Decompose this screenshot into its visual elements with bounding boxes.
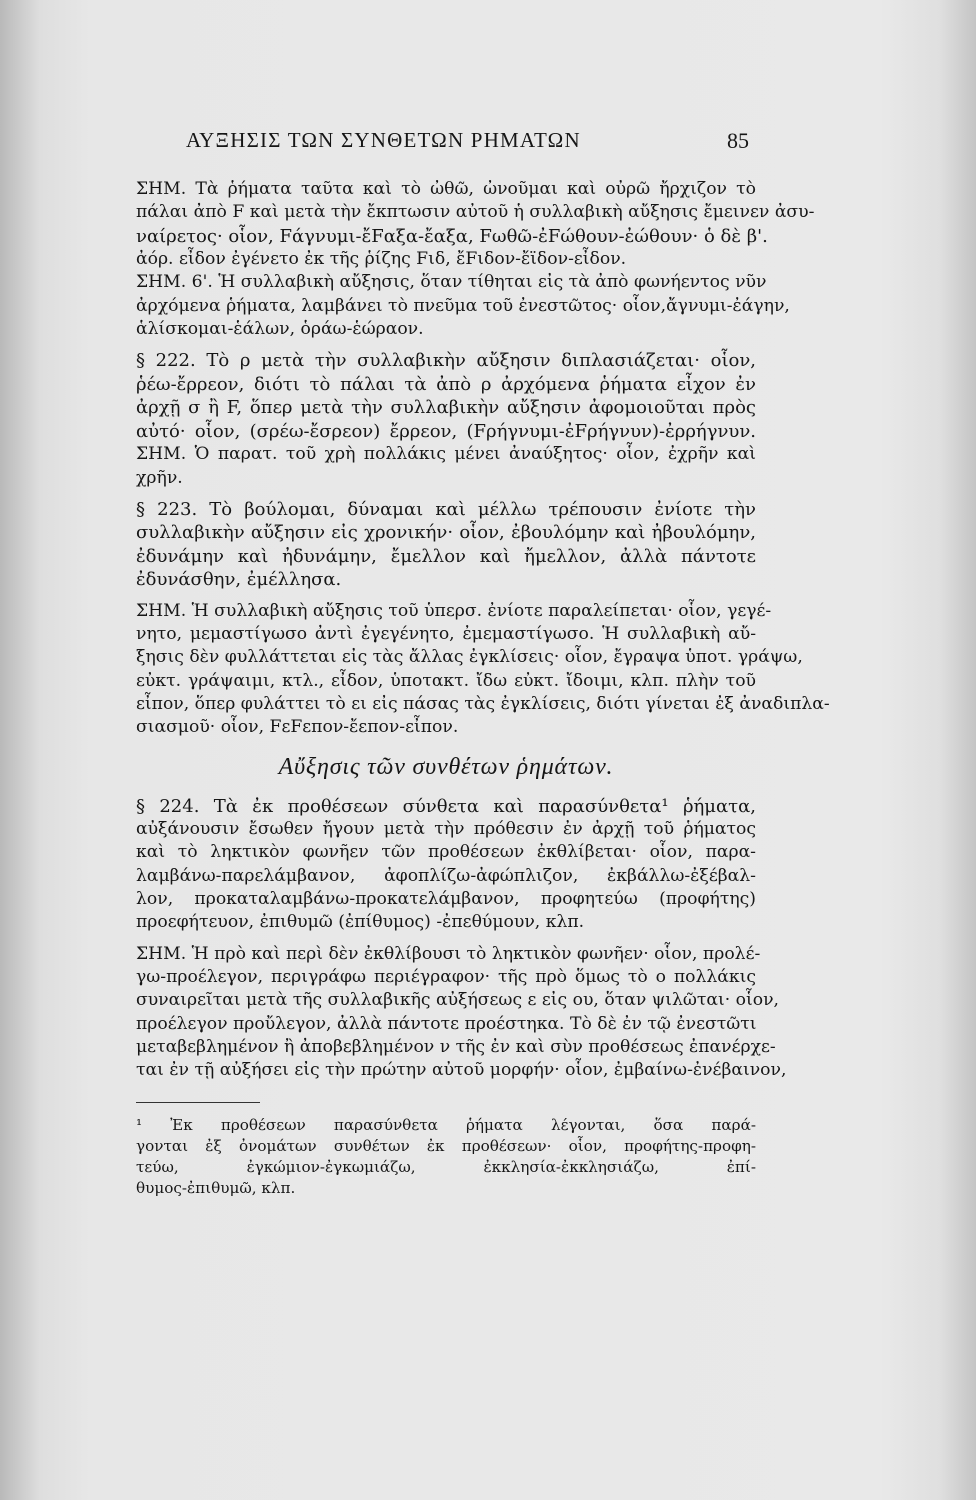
text-line: συναιρεῖται μετὰ τῆς συλλαβικῆς αὐξήσεως ε εἰς ου, ὅταν ψιλῶται· οἷον, (136, 990, 779, 1011)
paragraph-note-prepositions (136, 943, 787, 1083)
text-line: ἁλίσκομαι-ἑάλων, ὁράω-ἑώραον. (136, 318, 424, 339)
paragraph-224 (136, 795, 756, 935)
text-line: εἶπον, ὅπερ φυλάττει τὸ ει εἰς πάσας τὰς ἐγκλίσεις, διότι γίνεται ἐξ ἀναδιπλα- (136, 694, 830, 715)
text-line: αὐτό· οἷον, (σρέω-ἔσρεον) ἔρρεον, (Fρήγνυμι-ἐFρήγνυν)-ἐρρήγνυν. (136, 420, 756, 442)
text-line: προεφήτευον, ἐπιθυμῶ (ἐπίθυμος) -ἐπεθύμουν, κλπ. (136, 912, 585, 933)
text-line: ΣΗΜ. 6'. Ἡ συλλαβικὴ αὔξησις, ὅταν τίθηται εἰς τὰ ἀπὸ φωνήεντος νῦν (136, 272, 767, 293)
text-line: εὐκτ. γράψαιμι, κτλ., εἶδον, ὑποτακτ. ἴδω εὐκτ. ἴδοιμι, κλπ. πλὴν τοῦ (136, 670, 756, 691)
text-line: ἀρχόμενα ῥήματα, λαμβάνει τὸ πνεῦμα τοῦ ἐνεστῶτος· οἷον,ἄγνυμι-ἐάγην, (136, 295, 790, 316)
text-line: αὐξάνουσιν ἔσωθεν ἤγουν μετὰ τὴν πρόθεσιν ἐν ἀρχῇ τοῦ ῥήματος (136, 819, 756, 840)
text-line: συλλαβικὴν αὔξησιν εἰς χρονικήν· οἷον, ἐβουλόμην καὶ ἠβουλόμην, (136, 522, 756, 544)
text-line: ἀόρ. εἶδον ἐγένετο ἐκ τῆς ῥίζης Fιδ, ἔFιδον-ἔϊδον-εἶδον. (136, 249, 627, 270)
text-line: χρῆν. (136, 467, 183, 488)
text-line: καὶ τὸ ληκτικὸν φωνῆεν τῶν προθέσεων ἐκθλίβεται· οἷον, παρα- (136, 842, 756, 863)
text-line: ῥέω-ἔρρεον, διότι τὸ πάλαι τὰ ἀπὸ ρ ἀρχόμενα ῥήματα εἶχον ἐν (136, 373, 756, 395)
text-line: ἀρχῇ σ ἢ F, ὅπερ μετὰ τὴν συλλαβικὴν αὔξησιν ἀφομοιοῦται πρὸς (136, 397, 756, 419)
text-line: ξησις δὲν φυλλάττεται εἰς τὰς ἄλλας ἐγκλίσεις· οἷον, ἔγραψα ὑποτ. γράψω, (136, 647, 803, 668)
text-line: § 222. Τὸ ρ μετὰ τὴν συλλαβικὴν αὔξησιν διπλασιάζεται· οἷον, (136, 350, 756, 372)
footnote-line: γονται ἐξ ὀνομάτων συνθέτων ἐκ προθέσεων· οἷον, προφήτης-προφη- (136, 1137, 756, 1156)
text-line: ΣΗΜ. Τὰ ῥήματα ταῦτα καὶ τὸ ὠθῶ, ὠνοῦμαι καὶ οὐρῶ ἤρχιζον τὸ (136, 179, 756, 199)
text-line: προέλεγον προὔλεγον, ἀλλὰ πάντοτε προέστηκα. Τὸ δὲ ἐν τῷ ἐνεστῶτι (136, 1013, 757, 1034)
text-line: § 224. Τὰ ἐκ προθέσεων σύνθετα καὶ παρασύνθετα¹ ῥήματα, (136, 795, 756, 817)
paragraph-223 (136, 498, 756, 592)
footnote-divider (136, 1102, 260, 1103)
text-line: σιασμοῦ· οἷον, FεFεπον-ἔεπον-εἶπον. (136, 717, 459, 738)
paragraph-note-pluperfect (136, 600, 830, 740)
text-line: ΣΗΜ. Ἡ συλλαβικὴ αὔξησις τοῦ ὑπερσ. ἐνίοτε παραλείπεται· οἷον, γεγέ- (136, 600, 772, 621)
footnote-line: θυμος-ἐπιθυμῶ, κλπ. (136, 1179, 296, 1198)
running-title: ΑΥΞΗΣΙΣ ΤΩΝ ΣΥΝΘΕΤΩΝ ΡΗΜΑΤΩΝ (186, 128, 581, 152)
text-line: μεταβεβλημένον ἢ ἀποβεβλημένον ν τῆς ἐν καὶ σὺν προθέσεως ἐπανέρχε- (136, 1036, 776, 1057)
text-line: ἐδυνάσθην, ἐμέλλησα. (136, 569, 342, 591)
footnote-line: ¹ Ἐκ προθέσεων παρασύνθετα ῥήματα λέγονται, ὅσα παρά- (136, 1116, 756, 1135)
text-line: § 223. Τὸ βούλομαι, δύναμαι καὶ μέλλω τρέπουσιν ἐνίοτε τὴν (136, 498, 756, 520)
text-line: ται ἐν τῇ αὐξήσει εἰς τὴν πρώτην αὐτοῦ μορφήν· οἷον, ἐμβαίνω-ἐνέβαινον, (136, 1060, 787, 1081)
paragraph-222 (136, 349, 756, 490)
footnote (136, 1115, 756, 1199)
page-number: 85 (727, 128, 749, 153)
text-line: ΣΗΜ. Ἡ πρὸ καὶ περὶ δὲν ἐκθλίβουσι τὸ ληκτικὸν φωνῆεν· οἷον, προλέ- (136, 943, 761, 964)
text-line: ΣΗΜ. Ὁ παρατ. τοῦ χρὴ πολλάκις μένει ἀναύξητος· οἷον, ἐχρῆν καὶ (136, 444, 756, 465)
section-heading: Αὔξησις τῶν συνθέτων ῥημάτων. (278, 753, 614, 780)
text-line: λον, προκαταλαμβάνω-προκατελάμβανον, προφητεύω (προφήτης) (136, 889, 756, 910)
page-body (136, 178, 830, 1199)
page-header (0, 128, 976, 162)
text-line: ἐδυνάμην καὶ ἠδυνάμην, ἔμελλον καὶ ἤμελλον, ἀλλὰ πάντοτε (136, 545, 756, 567)
text-line: πάλαι ἀπὸ F καὶ μετὰ τὴν ἔκπτωσιν αὐτοῦ ἡ συλλαβικὴ αὔξησις ἔμεινεν ἀσυ- (136, 202, 815, 223)
footnote-line: τεύω, ἐγκώμιον-ἐγκωμιάζω, ἐκκλησία-ἐκκλησιάζω, ἐπί- (136, 1158, 756, 1177)
text-line: λαμβάνω-παρελάμβανον, ἀφοπλίζω-ἀφώπλιζον, ἐκβάλλω-ἐξέβαλ- (136, 865, 756, 886)
text-line: νητο, μεμαστίγωσο ἀντὶ ἐγεγένητο, ἐμεμαστίγωσο. Ἡ συλλαβικὴ αὔ- (136, 624, 756, 645)
paragraph-note-augment (136, 178, 815, 341)
text-line: ναίρετος· οἷον, Fάγνυμι-ἔFαξα-ἔαξα, Fωθῶ-ἐFώθουν-ἐώθουν· ὁ δὲ β'. (136, 225, 768, 247)
text-line: γω-προέλεγον, περιγράφω περιέγραφον· τῆς πρὸ ὅμως τὸ ο πολλάκις (136, 966, 756, 987)
